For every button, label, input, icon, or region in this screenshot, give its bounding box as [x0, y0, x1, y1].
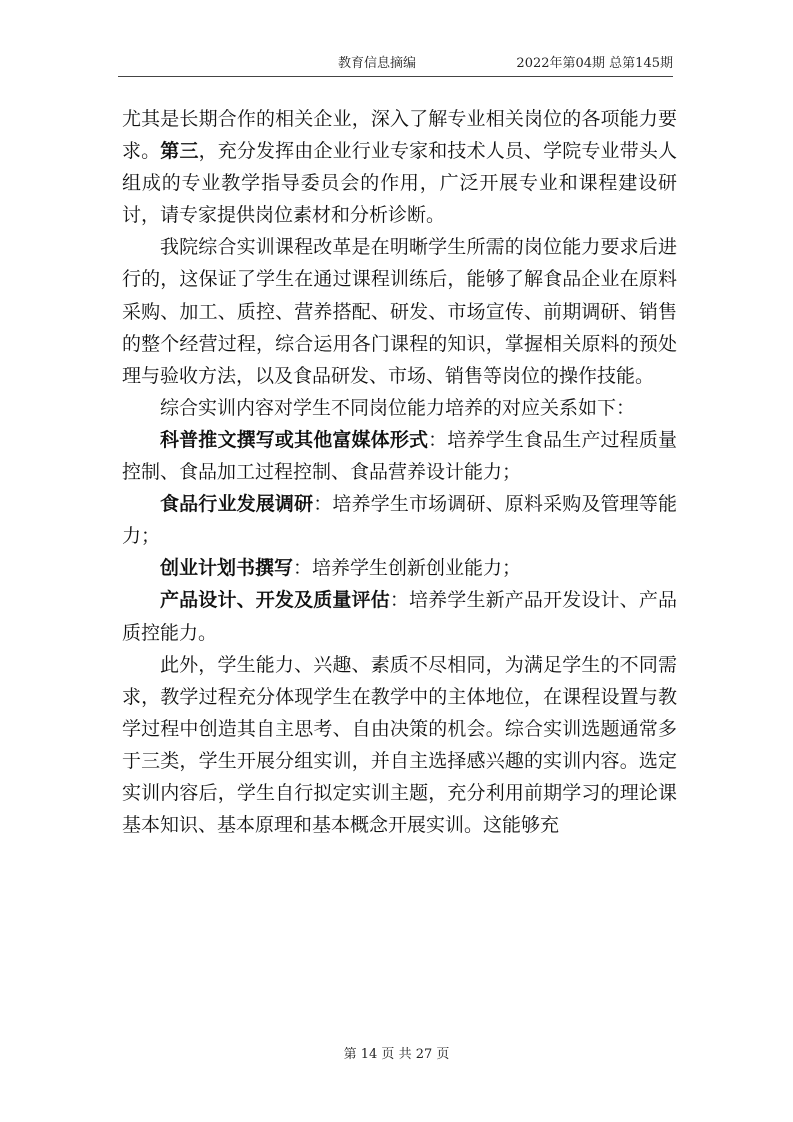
page-footer: 第 14 页 共 27 页 [343, 1047, 450, 1062]
page-header [118, 52, 673, 72]
list-item [122, 488, 677, 552]
item-text: ：培养学生新产品开发设计、产品质控能力。 [122, 589, 677, 644]
item-heading: 科普推文撰写或其他富媒体形式 [160, 428, 429, 451]
list-item [122, 584, 677, 648]
paragraph: 综合实训内容对学生不同岗位能力培养的对应关系如下： [160, 396, 636, 419]
bold-marker: 第三 [160, 140, 199, 163]
article-body [122, 103, 677, 841]
list-item [122, 424, 677, 488]
paragraph: 此外，学生能力、兴趣、素质不尽相同，为满足学生的不同需求，教学过程充分体现学生在教学中的主体地位，在课程设置与教学过程中创造其自主思考、自由决策的机会。综合实训选题通常多于三类，学生开展分组实训，并自主选择感兴趣的实训内容。选定实训内容后，学生自行拟定实训主题，充分利用前期学习的理论课基本知识、基本原理和基本概念开展实训。这能够充 [122, 653, 677, 837]
paragraph-text: 尤其是长期合作的相关企业，深入了解专业相关岗位的各项能力要求。 [122, 108, 677, 163]
paragraph-continuation [122, 103, 677, 231]
paragraph-text: ，充分发挥由企业行业专家和技术人员、学院专业带头人组成的专业教学指导委员会的作用，广泛开展专业和课程建设研讨，请专家提供岗位素材和分析诊断。 [122, 140, 677, 227]
item-text: ：培养学生食品生产过程质量控制、食品加工过程控制、食品营养设计能力； [122, 428, 677, 484]
item-heading: 创业计划书撰写 [160, 557, 294, 580]
item-heading: 产品设计、开发及质量评估 [160, 589, 390, 612]
journal-name: 教育信息摘编 [338, 56, 417, 71]
item-heading: 食品行业发展调研 [160, 493, 314, 516]
item-text: ：培养学生创新创业能力； [293, 557, 522, 580]
issue-number: 2022年第04期 总第145期 [516, 56, 673, 71]
paragraph: 我院综合实训课程改革是在明晰学生所需的岗位能力要求后进行的，这保证了学生在通过课程训练后，能够了解食品企业在原料采购、加工、质控、营养搭配、研发、市场宣传、前期调研、销售的整个经营过程，综合运用各门课程的知识，掌握相关原料的预处理与验收方法，以及食品研发、市场、销售等岗位的操作技能。 [122, 236, 677, 387]
list-item [122, 552, 677, 584]
item-text: ：培养学生市场调研、原料采购及管理等能力； [122, 493, 677, 548]
header-divider [118, 76, 673, 77]
